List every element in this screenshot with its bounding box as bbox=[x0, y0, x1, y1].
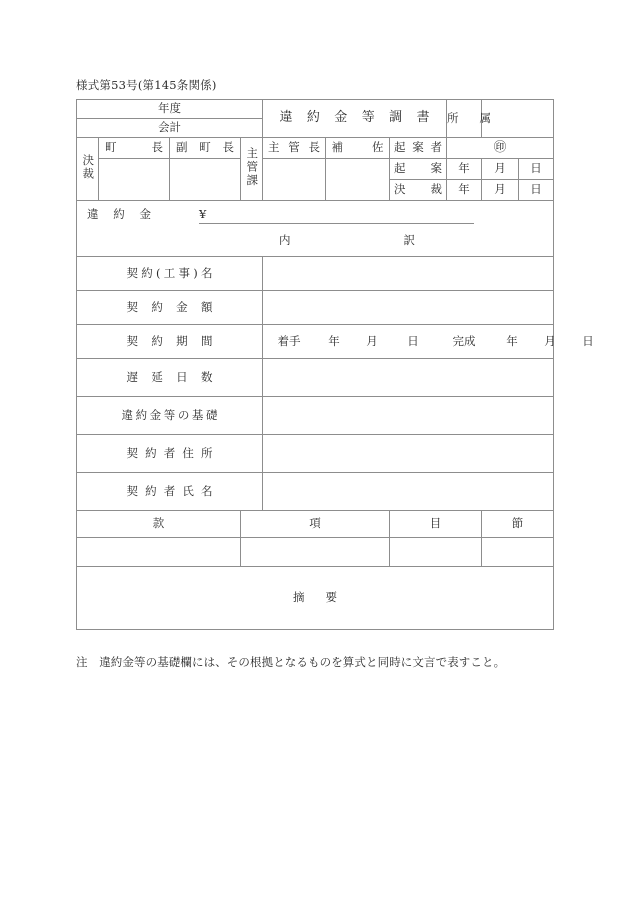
budget-value-moku[interactable] bbox=[390, 538, 482, 567]
draft-date-day: 日 bbox=[530, 161, 542, 176]
contractor-address-label: 契 約 者 住 所 bbox=[126, 445, 213, 460]
contract-period-label: 契 約 期 間 bbox=[126, 333, 213, 348]
approval-col-label-mayor bbox=[99, 138, 170, 159]
chief-signature-box[interactable] bbox=[263, 159, 326, 201]
chief-label: 主 管 長 bbox=[268, 140, 320, 155]
mayor-label: 町 長 bbox=[105, 140, 163, 155]
dept-section-label-cell bbox=[241, 138, 263, 201]
contractor-name-value-cell[interactable] bbox=[263, 473, 554, 511]
form-title: 違 約 金 等 調 書 bbox=[279, 110, 430, 126]
account-cell bbox=[77, 119, 263, 138]
contract-amount-label: 契 約 金 額 bbox=[126, 299, 213, 314]
period-start-year: 年 bbox=[328, 333, 340, 348]
field-row-contract-name bbox=[77, 257, 554, 291]
budget-header-setsu-label: 節 bbox=[511, 516, 524, 531]
contract-period-value-cell[interactable] bbox=[263, 325, 594, 359]
penalty-amount-field[interactable] bbox=[199, 208, 474, 224]
field-row-contract-period bbox=[77, 325, 554, 359]
penalty-label: 違 約 金 bbox=[87, 207, 151, 221]
budget-header-kou-label: 項 bbox=[309, 516, 321, 531]
approval-date-day-cell[interactable] bbox=[519, 180, 554, 201]
field-row-contractor-address bbox=[77, 435, 554, 473]
budget-header-kan bbox=[77, 511, 241, 538]
period-start-month: 月 bbox=[366, 333, 378, 348]
mayor-signature-box[interactable] bbox=[99, 159, 170, 201]
draft-date-month: 月 bbox=[494, 161, 506, 176]
approval-date-month-cell[interactable] bbox=[482, 180, 519, 201]
draft-date-day-cell[interactable] bbox=[519, 159, 554, 180]
contractor-address-value-cell[interactable] bbox=[263, 435, 554, 473]
remarks-label: 摘 要 bbox=[293, 590, 337, 605]
draft-date-year-cell[interactable] bbox=[447, 159, 482, 180]
affiliation-label-cell bbox=[447, 100, 492, 138]
remarks-row bbox=[77, 567, 554, 630]
budget-header-row bbox=[77, 511, 554, 538]
delay-days-label-cell bbox=[77, 359, 263, 397]
affiliation-value-cell[interactable] bbox=[482, 100, 554, 138]
header-row-fiscal-year bbox=[77, 100, 554, 119]
contract-name-label-cell bbox=[77, 257, 263, 291]
budget-value-kan[interactable] bbox=[77, 538, 241, 567]
delay-days-value-cell[interactable] bbox=[263, 359, 554, 397]
contract-amount-label-cell bbox=[77, 291, 263, 325]
approval-signature-row-1 bbox=[77, 159, 554, 180]
field-row-contract-amount bbox=[77, 291, 554, 325]
approval-date-label: 決 裁 bbox=[394, 182, 442, 197]
yen-symbol: ¥ bbox=[199, 207, 207, 221]
drafter-value-cell[interactable] bbox=[447, 138, 554, 159]
contract-period-label-cell bbox=[77, 325, 263, 359]
penalty-basis-label-cell bbox=[77, 397, 263, 435]
form-number-label: 様式第53号(第145条関係) bbox=[76, 78, 217, 92]
budget-value-row bbox=[77, 538, 554, 567]
budget-value-setsu[interactable] bbox=[482, 538, 554, 567]
period-end-label: 完成 bbox=[452, 333, 476, 348]
drafter-label-cell bbox=[390, 138, 447, 159]
seal-icon: ㊞ bbox=[493, 139, 507, 155]
draft-date-label: 起 案 bbox=[394, 161, 442, 176]
budget-header-moku bbox=[390, 511, 482, 538]
approval-date-year-cell[interactable] bbox=[447, 180, 482, 201]
period-start-label: 着手 bbox=[277, 333, 301, 348]
budget-value-kou[interactable] bbox=[241, 538, 390, 567]
delay-days-label: 遅 延 日 数 bbox=[126, 369, 213, 384]
approval-date-label-cell bbox=[390, 180, 447, 201]
field-row-penalty-basis bbox=[77, 397, 554, 435]
drafter-label: 起 案 者 bbox=[394, 140, 442, 155]
approval-date-month: 月 bbox=[494, 182, 506, 197]
penalty-amount-cell bbox=[77, 201, 554, 257]
contract-name-label: 契約(工事)名 bbox=[126, 265, 213, 280]
account-label: 会計 bbox=[158, 120, 181, 135]
contractor-name-label-cell bbox=[77, 473, 263, 511]
budget-header-kou bbox=[241, 511, 390, 538]
assistant-label: 補 佐 bbox=[331, 140, 384, 155]
approval-col-label-deputy-mayor bbox=[170, 138, 241, 159]
budget-header-moku-label: 目 bbox=[429, 516, 442, 531]
draft-date-label-cell bbox=[390, 159, 447, 180]
assistant-signature-box[interactable] bbox=[326, 159, 390, 201]
contract-amount-value-cell[interactable] bbox=[263, 291, 554, 325]
fiscal-year-cell bbox=[77, 100, 263, 119]
field-row-contractor-name bbox=[77, 473, 554, 511]
penalty-basis-label: 違約金等の基礎 bbox=[121, 407, 218, 422]
contract-name-value-cell[interactable] bbox=[263, 257, 554, 291]
penalty-amount-row bbox=[77, 201, 554, 257]
footnote-text: 注 違約金等の基礎欄には、その根拠となるものを算式と同時に文言で表すこと。 bbox=[76, 655, 506, 669]
breakdown-label: 内 訳 bbox=[279, 233, 415, 247]
penalty-label-wrap bbox=[87, 208, 151, 221]
contractor-address-label-cell bbox=[77, 435, 263, 473]
period-end-day: 日 bbox=[582, 333, 594, 348]
period-end-year: 年 bbox=[506, 333, 518, 348]
approval-header-row bbox=[77, 138, 554, 159]
draft-date-month-cell[interactable] bbox=[482, 159, 519, 180]
approval-col-label-chief bbox=[263, 138, 326, 159]
dept-section-label: 主管課 bbox=[245, 147, 260, 188]
form-title-cell bbox=[263, 100, 447, 138]
remarks-cell[interactable] bbox=[77, 567, 554, 630]
period-start-day: 日 bbox=[407, 333, 419, 348]
fiscal-year-label: 年度 bbox=[158, 101, 181, 116]
penalty-report-form bbox=[76, 99, 594, 630]
affiliation-label: 所 属 bbox=[447, 110, 492, 125]
budget-header-kan-label: 款 bbox=[152, 516, 165, 531]
draft-date-year: 年 bbox=[458, 161, 470, 176]
contractor-name-label: 契 約 者 氏 名 bbox=[126, 483, 213, 498]
approval-date-year: 年 bbox=[458, 182, 470, 197]
budget-header-setsu bbox=[482, 511, 554, 538]
approval-section-label-cell bbox=[77, 138, 99, 201]
breakdown-label-wrap bbox=[227, 234, 467, 247]
field-row-delay-days bbox=[77, 359, 554, 397]
deputy-mayor-signature-box[interactable] bbox=[170, 159, 241, 201]
period-end-month: 月 bbox=[544, 333, 556, 348]
deputy-mayor-label: 副 町 長 bbox=[176, 140, 234, 155]
approval-col-label-assistant bbox=[326, 138, 390, 159]
approval-section-label: 決裁 bbox=[81, 153, 96, 181]
penalty-basis-value-cell[interactable] bbox=[263, 397, 554, 435]
approval-date-day: 日 bbox=[530, 182, 542, 197]
